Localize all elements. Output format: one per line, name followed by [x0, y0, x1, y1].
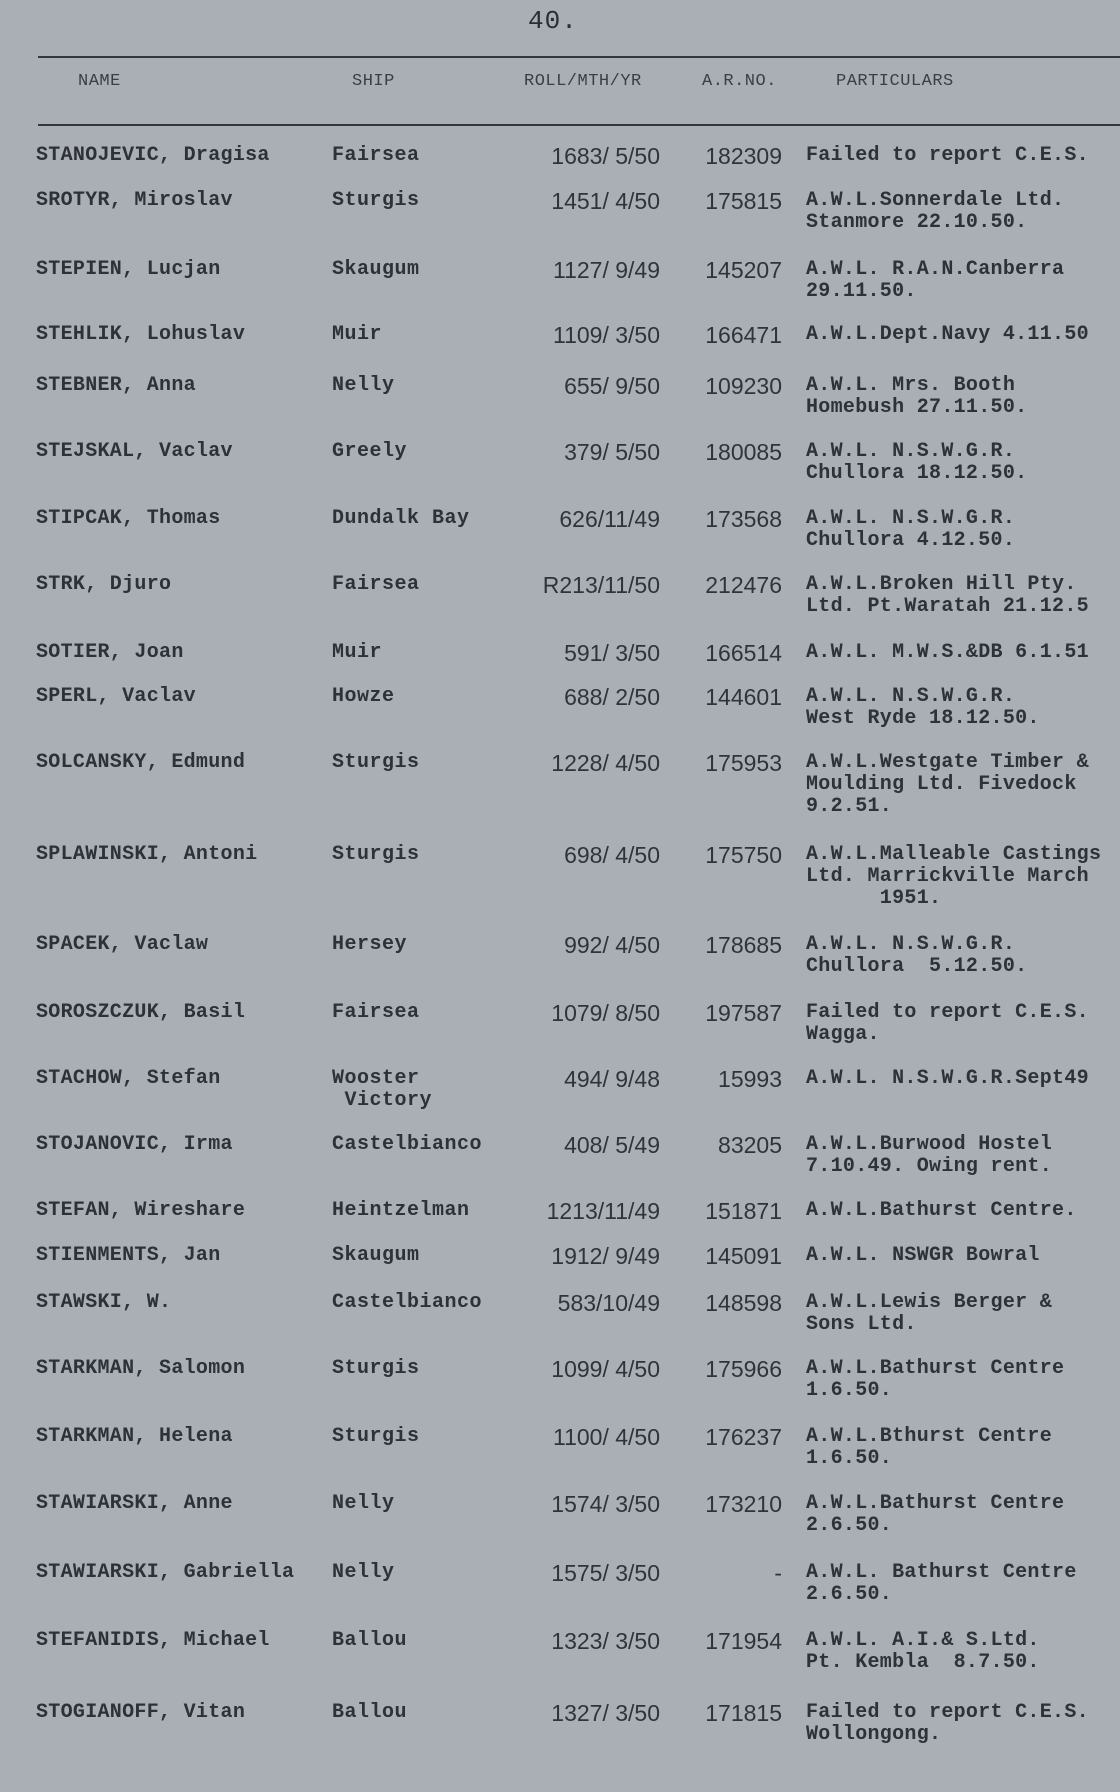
record-ship: Hersey	[332, 933, 408, 956]
record-name: SPLAWINSKI, Antoni	[36, 843, 258, 866]
record-roll: 1323/ 3/50	[551, 1628, 660, 1654]
record-ship: Castelbianco	[332, 1291, 483, 1314]
record-particulars	[806, 1702, 1089, 1746]
record-particulars	[806, 1002, 1089, 1046]
record-particulars	[806, 574, 1089, 618]
record-ar-no: 182309	[705, 143, 782, 169]
particulars-line: A.W.L.Bathurst Centre	[806, 1357, 1065, 1380]
particulars-line: A.W.L. Mrs. Booth	[806, 374, 1016, 397]
particulars-line: 1951.	[806, 887, 942, 910]
record-ship: Nelly	[332, 374, 395, 397]
record-particulars	[806, 1068, 1089, 1090]
record-ar-no: 178685	[705, 932, 782, 958]
record-roll: 992/ 4/50	[564, 932, 660, 958]
record-particulars	[806, 1630, 1040, 1674]
particulars-line: A.W.L. N.S.W.G.R.	[806, 685, 1016, 708]
record-ship: Muir	[332, 641, 383, 664]
record-ship: Heintzelman	[332, 1199, 470, 1222]
record-ship: Sturgis	[332, 189, 420, 212]
record-ar-no: 176237	[705, 1424, 782, 1450]
particulars-line: A.W.L. N.S.W.G.R.	[806, 933, 1016, 956]
record-name: STAWIARSKI, Anne	[36, 1492, 233, 1515]
record-name: STARKMAN, Helena	[36, 1425, 233, 1448]
record-roll: 1228/ 4/50	[551, 750, 660, 776]
record-roll: 1451/ 4/50	[551, 188, 660, 214]
particulars-line: Ltd. Marrickville March	[806, 865, 1089, 888]
record-ar-no: 175953	[705, 750, 782, 776]
record-ship: Ballou	[332, 1701, 408, 1724]
particulars-line: Chullora 18.12.50.	[806, 462, 1028, 485]
record-ship: Fairsea	[332, 1001, 420, 1024]
particulars-line: Failed to report C.E.S.	[806, 1001, 1089, 1024]
particulars-line: Chullora 5.12.50.	[806, 955, 1028, 978]
record-particulars	[806, 752, 1089, 818]
particulars-line: A.W.L.Bathurst Centre.	[806, 1199, 1077, 1222]
record-name: STOJANOVIC, Irma	[36, 1133, 233, 1156]
particulars-line: Wollongong.	[806, 1723, 942, 1746]
particulars-line: A.W.L. NSWGR Bowral	[806, 1244, 1040, 1267]
record-ar-no: 15993	[718, 1066, 782, 1092]
record-particulars	[806, 508, 1015, 552]
record-ar-no: 109230	[705, 373, 782, 399]
particulars-line: Chullora 4.12.50.	[806, 529, 1016, 552]
record-roll: 655/ 9/50	[564, 373, 660, 399]
particulars-line: A.W.L. R.A.N.Canberra	[806, 258, 1065, 281]
record-roll: 591/ 3/50	[564, 640, 660, 666]
particulars-line: A.W.L.Sonnerdale Ltd.	[806, 189, 1065, 212]
particulars-line: Wagga.	[806, 1023, 880, 1046]
record-ar-no: -	[774, 1560, 782, 1586]
particulars-line: West Ryde 18.12.50.	[806, 707, 1040, 730]
particulars-line: Failed to report C.E.S.	[806, 144, 1089, 167]
record-ar-no: 175815	[705, 188, 782, 214]
record-name: STACHOW, Stefan	[36, 1067, 221, 1090]
particulars-line: A.W.L. M.W.S.&DB 6.1.51	[806, 641, 1089, 664]
record-name: STAWIARSKI, Gabriella	[36, 1561, 295, 1584]
record-particulars	[806, 1292, 1052, 1336]
record-particulars	[806, 145, 1089, 167]
record-name: STEJSKAL, Vaclav	[36, 440, 233, 463]
record-ar-no: 166514	[705, 640, 782, 666]
record-ar-no: 145091	[705, 1243, 782, 1269]
record-ship: Howze	[332, 685, 395, 708]
record-particulars	[806, 190, 1064, 234]
record-ship: Fairsea	[332, 573, 420, 596]
record-name: SPERL, Vaclav	[36, 685, 196, 708]
header-particulars: PARTICULARS	[836, 72, 954, 91]
particulars-line: 1.6.50.	[806, 1379, 893, 1402]
particulars-line: 29.11.50.	[806, 280, 917, 303]
record-name: SPACEK, Vaclaw	[36, 933, 209, 956]
record-ship: Nelly	[332, 1492, 395, 1515]
record-particulars	[806, 1493, 1064, 1537]
record-ship: Sturgis	[332, 1425, 420, 1448]
record-ar-no: 171954	[705, 1628, 782, 1654]
header-rule	[38, 124, 1120, 126]
particulars-line: Ltd. Pt.Waratah 21.12.5	[806, 595, 1089, 618]
record-roll: 408/ 5/49	[564, 1132, 660, 1158]
record-particulars	[806, 1134, 1052, 1178]
record-roll: R213/11/50	[542, 572, 660, 598]
record-roll: 1683/ 5/50	[551, 143, 660, 169]
record-roll: 1912/ 9/49	[551, 1243, 660, 1269]
record-ar-no: 197587	[705, 1000, 782, 1026]
record-name: STAWSKI, W.	[36, 1291, 172, 1314]
header-name: NAME	[78, 72, 121, 91]
record-name: STOGIANOFF, Vitan	[36, 1701, 246, 1724]
record-name: STIPCAK, Thomas	[36, 507, 221, 530]
record-name: STARKMAN, Salomon	[36, 1357, 246, 1380]
record-name: STIENMENTS, Jan	[36, 1244, 221, 1267]
record-particulars	[806, 259, 1064, 303]
record-ship: Sturgis	[332, 1357, 420, 1380]
record-name: SOTIER, Joan	[36, 641, 184, 664]
header-roll: ROLL/MTH/YR	[524, 72, 642, 91]
header-ar-no: A.R.NO.	[702, 72, 777, 91]
record-ar-no: 171815	[705, 1700, 782, 1726]
record-roll: 1079/ 8/50	[551, 1000, 660, 1026]
record-particulars	[806, 934, 1027, 978]
record-roll: 1575/ 3/50	[551, 1560, 660, 1586]
record-ship: Dundalk Bay	[332, 507, 470, 530]
record-roll: 1327/ 3/50	[551, 1700, 660, 1726]
record-roll: 1099/ 4/50	[551, 1356, 660, 1382]
record-ar-no: 212476	[705, 572, 782, 598]
record-roll: 688/ 2/50	[564, 684, 660, 710]
record-particulars	[806, 1426, 1052, 1470]
record-ship: Muir	[332, 323, 383, 346]
record-particulars	[806, 1245, 1040, 1267]
record-ship: Skaugum	[332, 258, 420, 281]
record-particulars	[806, 1200, 1077, 1222]
particulars-line: 7.10.49. Owing rent.	[806, 1155, 1053, 1178]
record-ship: Fairsea	[332, 144, 420, 167]
record-ar-no: 175750	[705, 842, 782, 868]
page-number: 40.	[528, 6, 578, 36]
record-particulars	[806, 686, 1040, 730]
record-ar-no: 144601	[705, 684, 782, 710]
record-roll: 1127/ 9/49	[552, 257, 660, 283]
record-ship: Ballou	[332, 1629, 408, 1652]
particulars-line: A.W.L. Bathurst Centre	[806, 1561, 1077, 1584]
record-name: STANOJEVIC, Dragisa	[36, 144, 270, 167]
record-roll: 1100/ 4/50	[552, 1424, 660, 1450]
record-ar-no: 151871	[705, 1198, 782, 1224]
particulars-line: Pt. Kembla 8.7.50.	[806, 1651, 1040, 1674]
record-name: STRK, Djuro	[36, 573, 172, 596]
record-particulars	[806, 375, 1027, 419]
record-ar-no: 175966	[705, 1356, 782, 1382]
record-ship: Castelbianco	[332, 1133, 483, 1156]
record-roll: 1213/11/49	[546, 1198, 660, 1224]
record-ship: Nelly	[332, 1561, 395, 1584]
record-particulars	[806, 642, 1089, 664]
particulars-line: 1.6.50.	[806, 1447, 893, 1470]
header-ship: SHIP	[352, 72, 395, 91]
record-ar-no: 173568	[705, 506, 782, 532]
particulars-line: Homebush 27.11.50.	[806, 396, 1028, 419]
particulars-line: A.W.L.Dept.Navy 4.11.50	[806, 323, 1089, 346]
particulars-line: A.W.L.Broken Hill Pty.	[806, 573, 1077, 596]
record-name: STEHLIK, Lohuslav	[36, 323, 246, 346]
particulars-line: A.W.L.Bthurst Centre	[806, 1425, 1053, 1448]
record-roll: 379/ 5/50	[564, 439, 660, 465]
particulars-line: A.W.L.Westgate Timber &	[806, 751, 1089, 774]
record-roll: 698/ 4/50	[564, 842, 660, 868]
particulars-line: 2.6.50.	[806, 1583, 893, 1606]
particulars-line: A.W.L. N.S.W.G.R.	[806, 507, 1016, 530]
record-ship: Greely	[332, 440, 408, 463]
record-ar-no: 148598	[705, 1290, 782, 1316]
particulars-line: Failed to report C.E.S.	[806, 1701, 1089, 1724]
particulars-line: A.W.L.Malleable Castings	[806, 843, 1102, 866]
record-ship: Wooster Victory	[332, 1067, 433, 1112]
record-name: SOROSZCZUK, Basil	[36, 1001, 246, 1024]
record-particulars	[806, 1562, 1077, 1606]
record-ship: Skaugum	[332, 1244, 420, 1267]
particulars-line: Sons Ltd.	[806, 1313, 917, 1336]
particulars-line: A.W.L. A.I.& S.Ltd.	[806, 1629, 1040, 1652]
particulars-line: A.W.L. N.S.W.G.R.	[806, 440, 1016, 463]
record-particulars	[806, 1358, 1064, 1402]
particulars-line: 9.2.51.	[806, 795, 893, 818]
record-name: SROTYR, Miroslav	[36, 189, 233, 212]
record-roll: 494/ 9/48	[564, 1066, 660, 1092]
record-name: SOLCANSKY, Edmund	[36, 751, 246, 774]
record-roll: 1109/ 3/50	[552, 322, 660, 348]
particulars-line: A.W.L.Lewis Berger &	[806, 1291, 1053, 1314]
record-name: STEFAN, Wireshare	[36, 1199, 246, 1222]
record-name: STEPIEN, Lucjan	[36, 258, 221, 281]
particulars-line: A.W.L. N.S.W.G.R.Sept49	[806, 1067, 1089, 1090]
particulars-line: Moulding Ltd. Fivedock	[806, 773, 1077, 796]
record-roll: 626/11/49	[559, 506, 660, 532]
record-ship: Sturgis	[332, 843, 420, 866]
record-roll: 583/10/49	[557, 1290, 660, 1316]
record-ar-no: 145207	[705, 257, 782, 283]
particulars-line: A.W.L.Burwood Hostel	[806, 1133, 1053, 1156]
record-particulars	[806, 844, 1101, 910]
record-name: STEBNER, Anna	[36, 374, 196, 397]
record-ar-no: 166471	[705, 322, 782, 348]
record-ship: Sturgis	[332, 751, 420, 774]
record-particulars	[806, 441, 1027, 485]
record-particulars	[806, 324, 1089, 346]
record-ar-no: 180085	[705, 439, 782, 465]
record-ar-no: 83205	[718, 1132, 782, 1158]
record-name: STEFANIDIS, Michael	[36, 1629, 270, 1652]
particulars-line: 2.6.50.	[806, 1514, 893, 1537]
record-roll: 1574/ 3/50	[551, 1491, 660, 1517]
record-ar-no: 173210	[705, 1491, 782, 1517]
particulars-line: Stanmore 22.10.50.	[806, 211, 1028, 234]
top-rule	[38, 56, 1120, 58]
particulars-line: A.W.L.Bathurst Centre	[806, 1492, 1065, 1515]
